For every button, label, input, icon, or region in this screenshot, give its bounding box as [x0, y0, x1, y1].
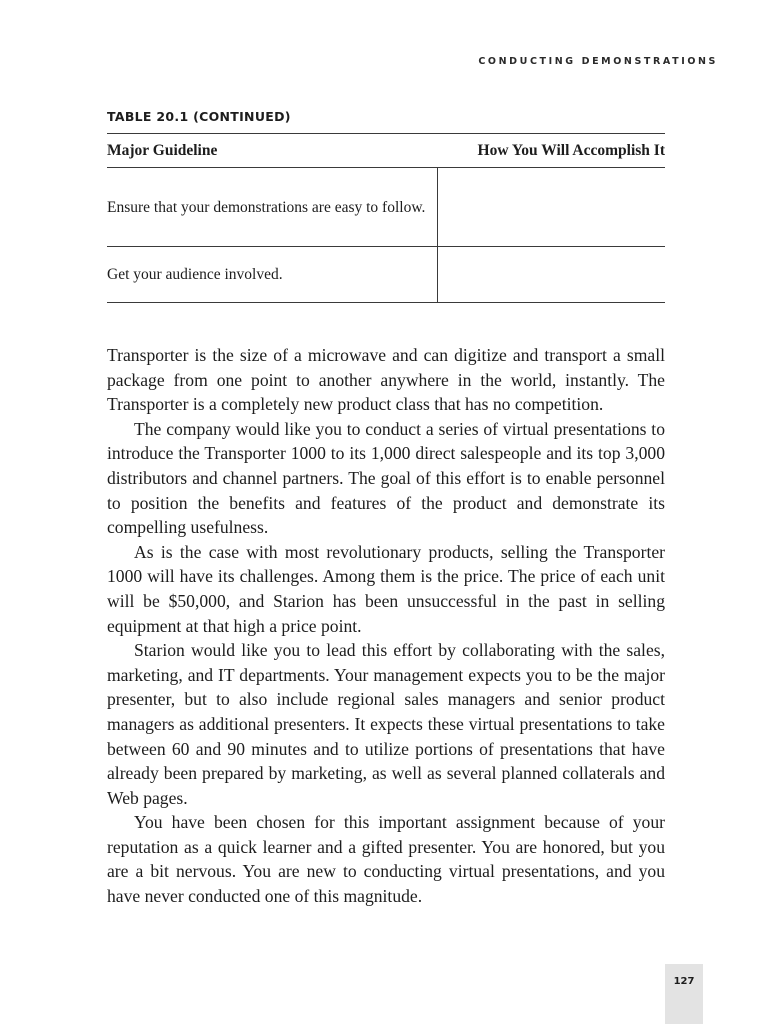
page-number: 127: [673, 976, 695, 987]
body-text: [107, 343, 665, 909]
table-row: [107, 247, 665, 303]
table-header-row: [107, 134, 665, 168]
body-paragraph: You have been chosen for this important assignment because of your reputation as a quick learner and a gifted presenter. You are honored, but you are a bit nervous. You are new to conducting virtual presentations, and you have never conducted one of this magnitude.: [107, 812, 665, 907]
guideline-cell: Ensure that your demonstrations are easy to follow.: [107, 168, 438, 247]
accomplish-cell: [438, 168, 666, 247]
page-number-tab: [665, 964, 703, 1024]
accomplish-cell: [438, 247, 666, 303]
body-paragraph: Starion would like you to lead this effort by collaborating with the sales, marketing, and IT departments. Your management expects you to be the major presenter, but to also include regional sales managers and senior product managers as additional presenters. It expects these virtual presentations to take between 60 and 90 minutes and to utilize portions of presentations that have already been prepared by marketing, as well as several planned collaterals and Web pages.: [107, 640, 665, 808]
running-head: CONDUCTING DEMONSTRATIONS: [478, 56, 718, 67]
body-paragraph: As is the case with most revolutionary products, selling the Transporter 1000 will have its challenges. Among them is the price. The price of each unit will be $50,000, and Starion has been unsuccessful in the past in selling equipment at that high a price point.: [107, 541, 665, 636]
guideline-cell: Get your audience involved.: [107, 247, 438, 303]
body-paragraph: The company would like you to conduct a series of virtual presentations to introduce the Transporter 1000 to its 1,000 direct salespeople and its top 3,000 distributors and channel partners. The goal of this effort is to enable personnel to position the benefits and features of the product and demonstrate its compelling usefulness.: [107, 418, 665, 538]
table-row: [107, 168, 665, 247]
column-header-major-guideline: Major Guideline: [107, 134, 438, 168]
table-caption: TABLE 20.1 (CONTINUED): [107, 109, 291, 124]
column-header-how-you-will-accomplish: How You Will Accomplish It: [438, 134, 666, 168]
guideline-table: [107, 133, 665, 303]
body-paragraph: Transporter is the size of a microwave and can digitize and transport a small package from one point to another anywhere in the world, instantly. The Transporter is a completely new product class that has no competition.: [107, 345, 665, 415]
